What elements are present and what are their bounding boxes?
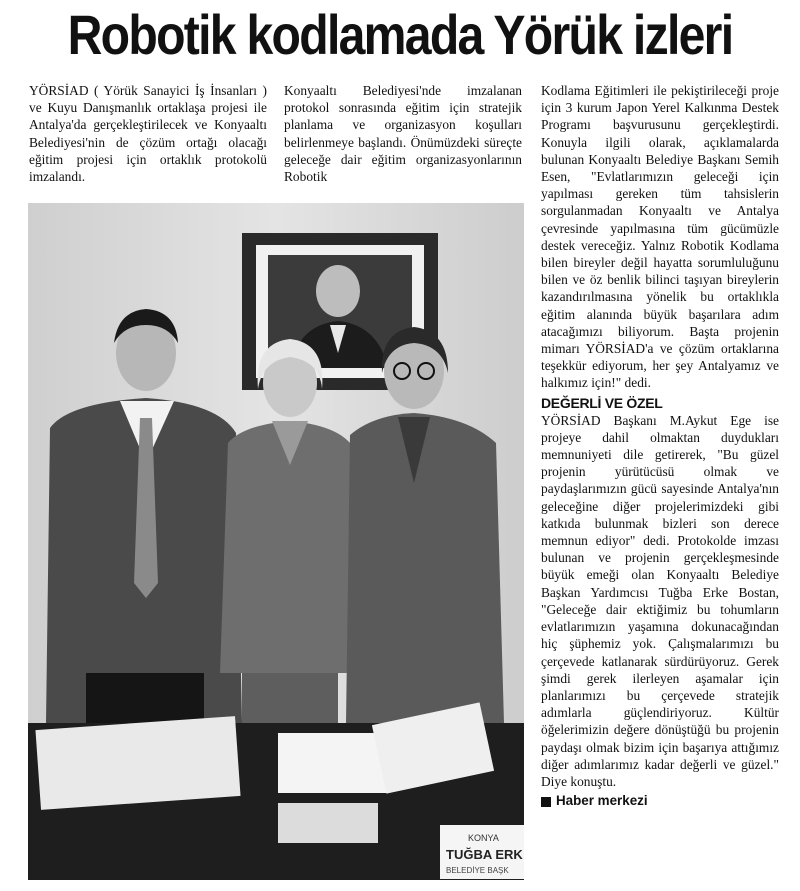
headline: Robotik kodlamada Yörük izleri (67, 3, 733, 66)
article-column-2: Konyaaltı Belediyesi'nde imzalanan protokol sonrasında eğitim için stratejik planlama ve organizasyon koşulları belirlenmeye başlandı. Önümüzdeki süreçte geleceğe dair eğitim organizasyonlarının Robotik (284, 83, 522, 185)
article-column-1: YÖRSİAD ( Yörük Sanayici İş İnsanları ) ve Kuyu Danışmanlık ortaklaşa projesi ile Antalya'da gerçekleştirilecek ve Konyaaltı Belediyesi'nin de çözüm ortağı olacağı eğitim projesi için ortaklık protokolü imzalandı. (29, 83, 267, 185)
article-column-3 (541, 82, 779, 809)
subheading: DEĞERLİ VE ÖZEL (541, 394, 663, 411)
article-paragraph: YÖRSİAD Başkanı M.Aykut Ege ise projeye dahil olmaktan duydukları memnuniyeti dile getirerek, "Bu güzel projenin yürütücüsü olmak ve paydaşlarımızın gücü sayesinde Antalya'nın geleceğine diğer projelerimizdeki gibi katkıda bulunmak bizleri son derece memnun ediyor" dedi. Protokolde imzası bulunan ve projenin gerçekleşmesinde büyük emeği olan Konyaaltı Belediye Başkan Yardımcısı Tuğba Erke Bostan, "Geleceğe dair ektiğimiz bu tohumların evlatlarımızın yaşamına dokunacağından hiç şüphemiz yok. Çalışmalarımızı bu çerçevede katlanarak sürdürüyoruz. Gerek şimdi gerek ilerleyen aşamalar için planlarımızı bu çerçevede stratejik adımlarla güçlendiriyoruz. Kültür öğelerimizin değere dönüştüğü bu projenin paydaşı olmak bizim için başarıya attığımız diğer adımlarımız kadar değerli ve güzel." Diye konuştu. (541, 412, 779, 789)
nameplate (440, 825, 524, 879)
nameplate-title: BELEDİYE BAŞK (446, 866, 509, 875)
square-bullet-icon (541, 797, 551, 807)
nameplate-org: KONYA (468, 833, 499, 843)
news-photo (28, 203, 524, 880)
nameplate-name: TUĞBA ERK (446, 847, 523, 862)
article-paragraph: Kodlama Eğitimleri ile pekiştirileceği proje için 3 kurum Japon Yerel Kalkınma Destek Programı başvurusunu gerçekleştirdi. Konuyla ilgili olarak, açıklamalarda bulunan Konyaaltı Belediye Başkanı Semih Esen, "Evlatlarımızın geleceği için yapılması gereken tüm tahsislerin sorgulanmadan Konyaaltı ve Antalya çevresinde yapılmasına tüm gücümüzle destek vereceğiz. Yalnız Robotik Kodlama bilen bireyler değil hayatta sorumluluğunu bilen ve öz benlik bilinci taşıyan bireylerin kazandırılmasına yönelik bu ortaklıkla eğitim alanında büyük başarılara adım atacağımızı biliyorum. Başta projenin mimarı YÖRSİAD'a ve çözüm ortaklarına teşekkür ediyorum, her şey Antalyamız ve halkımız için!" dedi. (541, 83, 779, 391)
byline (541, 792, 779, 809)
photo-illustration (28, 203, 524, 880)
byline-text: Haber merkezi (556, 793, 648, 809)
